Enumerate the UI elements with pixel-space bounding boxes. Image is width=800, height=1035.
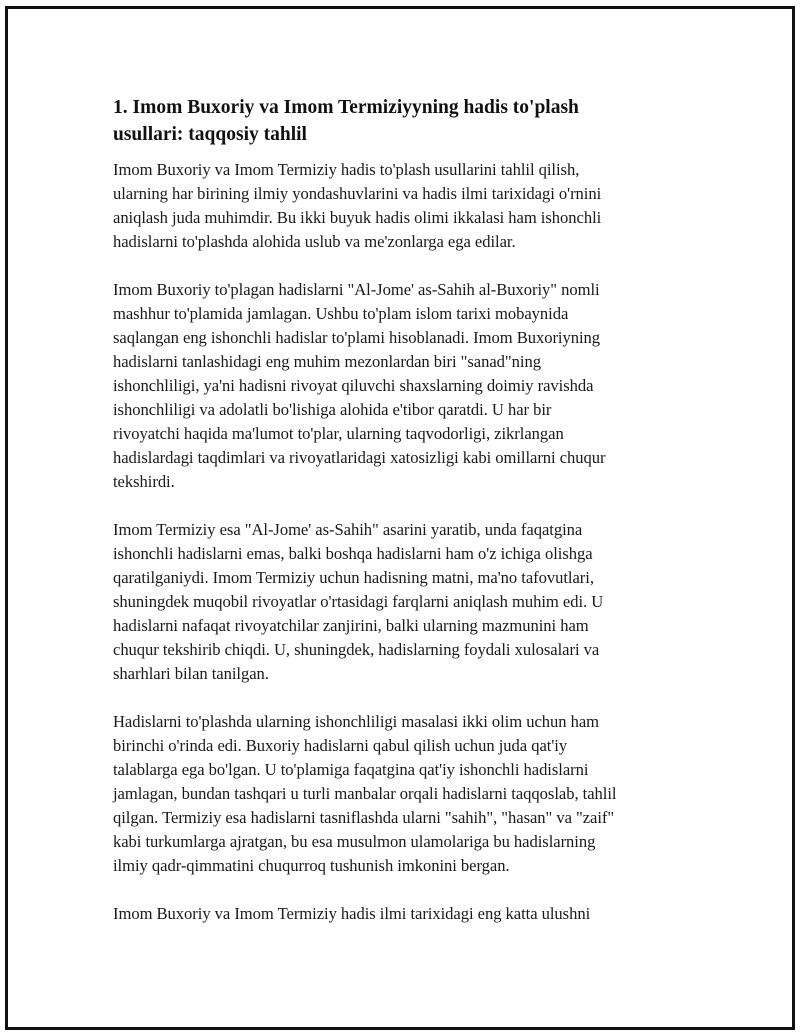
text-line: Hadislarni to'plashda ularning ishonchliligi masalasi ikki olim uchun ham <box>113 712 600 731</box>
text-line: saqlangan eng ishonchli hadislar to'plami hisoblanadi. Imom Buxoriyning <box>113 328 601 347</box>
text-line: kabi turkumlarga ajratgan, bu esa musulmon ulamolariga bu hadislarning <box>113 832 596 851</box>
text-line: Imom Buxoriy va Imom Termiziy hadis ilmi tarixidagi eng katta ulushni <box>113 904 591 923</box>
text-line: hadislarni tanlashidagi eng muhim mezonlardan biri "sanad"ning <box>113 352 541 371</box>
document-body <box>113 94 678 926</box>
heading-line: 1. Imom Buxoriy va Imom Termiziyyning hadis to'plash <box>113 97 579 118</box>
text-line: aniqlash juda muhimdir. Bu ikki buyuk hadis olimi ikkalasi ham ishonchli <box>113 208 602 227</box>
section-heading <box>113 94 678 148</box>
text-line: Imom Termiziy esa "Al-Jome' as-Sahih" asarini yaratib, unda faqatgina <box>113 520 583 539</box>
text-line: ilmiy qadr-qimmatini chuqurroq tushunish imkonini bergan. <box>113 856 510 875</box>
paragraph <box>113 710 678 878</box>
text-line: birinchi o'rinda edi. Buxoriy hadislarni qabul qilish uchun juda qat'iy <box>113 736 568 755</box>
paragraph <box>113 518 678 686</box>
text-line: hadislarni nafaqat rivoyatchilar zanjirini, balki ularning mazmunini ham <box>113 616 589 635</box>
text-line: ishonchliligi va adolatli bo'lishiga alohida e'tibor qaratdi. U har bir <box>113 400 552 419</box>
text-line: Imom Buxoriy to'plagan hadislarni "Al-Jome' as-Sahih al-Buxoriy" nomli <box>113 280 600 299</box>
text-line: talablarga ega bo'lgan. U to'plamiga faqatgina qat'iy ishonchli hadislarni <box>113 760 589 779</box>
text-line: ularning har birining ilmiy yondashuvlarini va hadis ilmi tarixidagi o'rnini <box>113 184 602 203</box>
text-line: chuqur tekshirib chiqdi. U, shuningdek, hadislarning foydali xulosalari va <box>113 640 600 659</box>
text-line: mashhur to'plamida jamlagan. Ushbu to'plam islom tarixi mobaynida <box>113 304 569 323</box>
paragraph <box>113 158 678 254</box>
text-line: ishonchliligi, ya'ni hadisni rivoyat qiluvchi shaxslarning doimiy ravishda <box>113 376 594 395</box>
text-line: hadislarni to'plashda alohida uslub va me'zonlarga ega edilar. <box>113 232 516 251</box>
text-line: hadislardagi taqdimlari va rivoyatlaridagi xatosizligi kabi omillarni chuqur <box>113 448 606 467</box>
paragraph <box>113 902 678 926</box>
text-line: qaratilganiydi. Imom Termiziy uchun hadisning matni, ma'no tafovutlari, <box>113 568 594 587</box>
text-line: ishonchli hadislarni emas, balki boshqa hadislarni ham o'z ichiga olishga <box>113 544 593 563</box>
text-line: jamlagan, bundan tashqari u turli manbalar orqali hadislarni taqqoslab, tahlil <box>113 784 617 803</box>
text-line: rivoyatchi haqida ma'lumot to'plar, ularning taqvodorligi, zikrlangan <box>113 424 564 443</box>
paragraph <box>113 278 678 494</box>
heading-line: usullari: taqqosiy tahlil <box>113 124 307 145</box>
text-line: tekshirdi. <box>113 472 175 491</box>
text-line: sharhlari bilan tanilgan. <box>113 664 269 683</box>
text-line: qilgan. Termiziy esa hadislarni tasniflashda ularni "sahih", "hasan" va "zaif" <box>113 808 615 827</box>
text-line: shuningdek muqobil rivoyatlar o'rtasidagi farqlarni aniqlash muhim edi. U <box>113 592 604 611</box>
text-line: Imom Buxoriy va Imom Termiziy hadis to'plash usullarini tahlil qilish, <box>113 160 580 179</box>
